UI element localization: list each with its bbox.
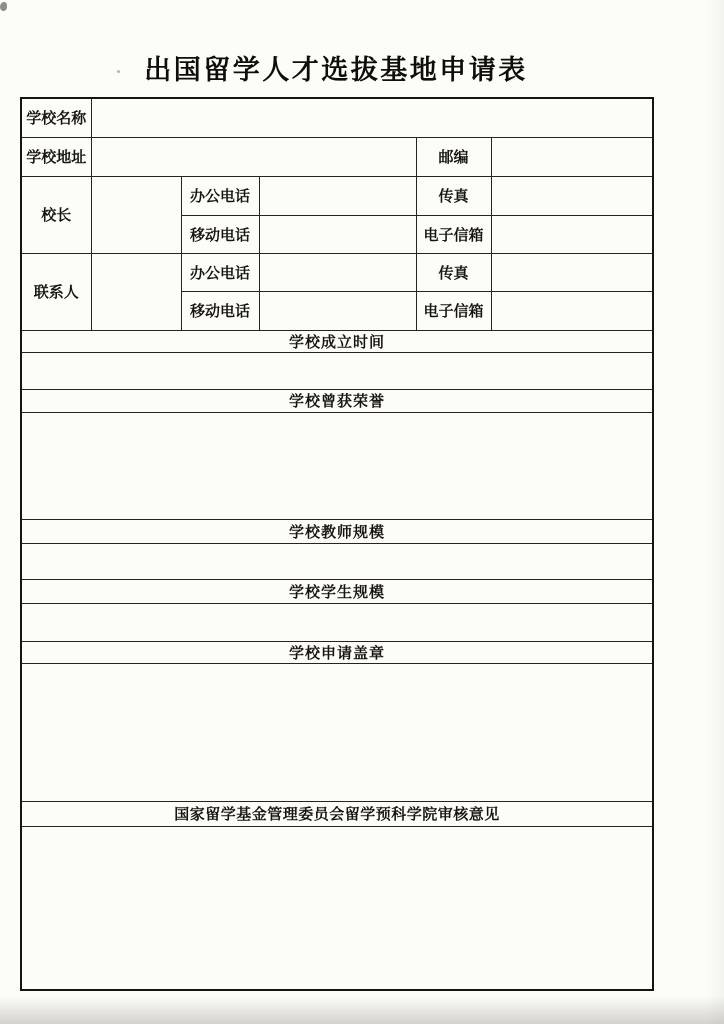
section-header-teachers-row — [21, 519, 653, 543]
section-header-review: 国家留学基金管理委员会留学预科学院审核意见 — [21, 801, 653, 826]
principal-fax-value — [491, 176, 653, 215]
section-value-established — [21, 352, 653, 389]
postal-code-value — [491, 137, 653, 176]
application-form-table — [20, 97, 654, 991]
section-header-honors: 学校曾获荣誉 — [21, 389, 653, 412]
principal-label: 校长 — [21, 176, 91, 253]
scan-artifact-speck — [0, 2, 7, 11]
contact-office-phone-value — [259, 253, 416, 291]
section-value-review — [21, 826, 653, 990]
scan-shadow — [0, 996, 724, 1024]
section-value-teachers-row — [21, 543, 653, 579]
section-value-teachers — [21, 543, 653, 579]
scan-edge-shade — [706, 0, 724, 1024]
section-header-seal-row — [21, 641, 653, 663]
school-address-row — [21, 137, 653, 176]
section-header-review-row — [21, 801, 653, 826]
contact-email-label: 电子信箱 — [416, 291, 491, 330]
section-value-seal-row — [21, 663, 653, 801]
section-value-seal — [21, 663, 653, 801]
form-title: 出国留学人才选拔基地申请表 — [144, 55, 528, 85]
section-header-honors-row — [21, 389, 653, 412]
section-header-students-row — [21, 579, 653, 603]
section-value-established-row — [21, 352, 653, 389]
contact-name-value — [91, 253, 181, 330]
contact-mobile-phone-value — [259, 291, 416, 330]
section-header-teachers: 学校教师规模 — [21, 519, 653, 543]
principal-email-label: 电子信箱 — [416, 215, 491, 253]
principal-fax-label: 传真 — [416, 176, 491, 215]
section-header-students: 学校学生规模 — [21, 579, 653, 603]
postal-code-label: 邮编 — [416, 137, 491, 176]
school-name-label: 学校名称 — [21, 98, 91, 137]
principal-mobile-phone-label: 移动电话 — [181, 215, 259, 253]
section-value-honors-row — [21, 412, 653, 519]
school-address-value — [91, 137, 416, 176]
section-value-honors — [21, 412, 653, 519]
section-header-established-row — [21, 330, 653, 352]
principal-mobile-phone-value — [259, 215, 416, 253]
principal-row-1 — [21, 176, 653, 215]
contact-email-value — [491, 291, 653, 330]
section-value-students — [21, 603, 653, 641]
section-value-students-row — [21, 603, 653, 641]
contact-fax-label: 传真 — [416, 253, 491, 291]
contact-fax-value — [491, 253, 653, 291]
section-value-review-row — [21, 826, 653, 990]
principal-office-phone-label: 办公电话 — [181, 176, 259, 215]
contact-label: 联系人 — [21, 253, 91, 330]
principal-email-value — [491, 215, 653, 253]
school-address-label: 学校地址 — [21, 137, 91, 176]
section-header-seal: 学校申请盖章 — [21, 641, 653, 663]
principal-office-phone-value — [259, 176, 416, 215]
school-name-row — [21, 98, 653, 137]
school-name-value — [91, 98, 653, 137]
principal-name-value — [91, 176, 181, 253]
contact-office-phone-label: 办公电话 — [181, 253, 259, 291]
contact-row-1 — [21, 253, 653, 291]
section-header-established: 学校成立时间 — [21, 330, 653, 352]
contact-mobile-phone-label: 移动电话 — [181, 291, 259, 330]
